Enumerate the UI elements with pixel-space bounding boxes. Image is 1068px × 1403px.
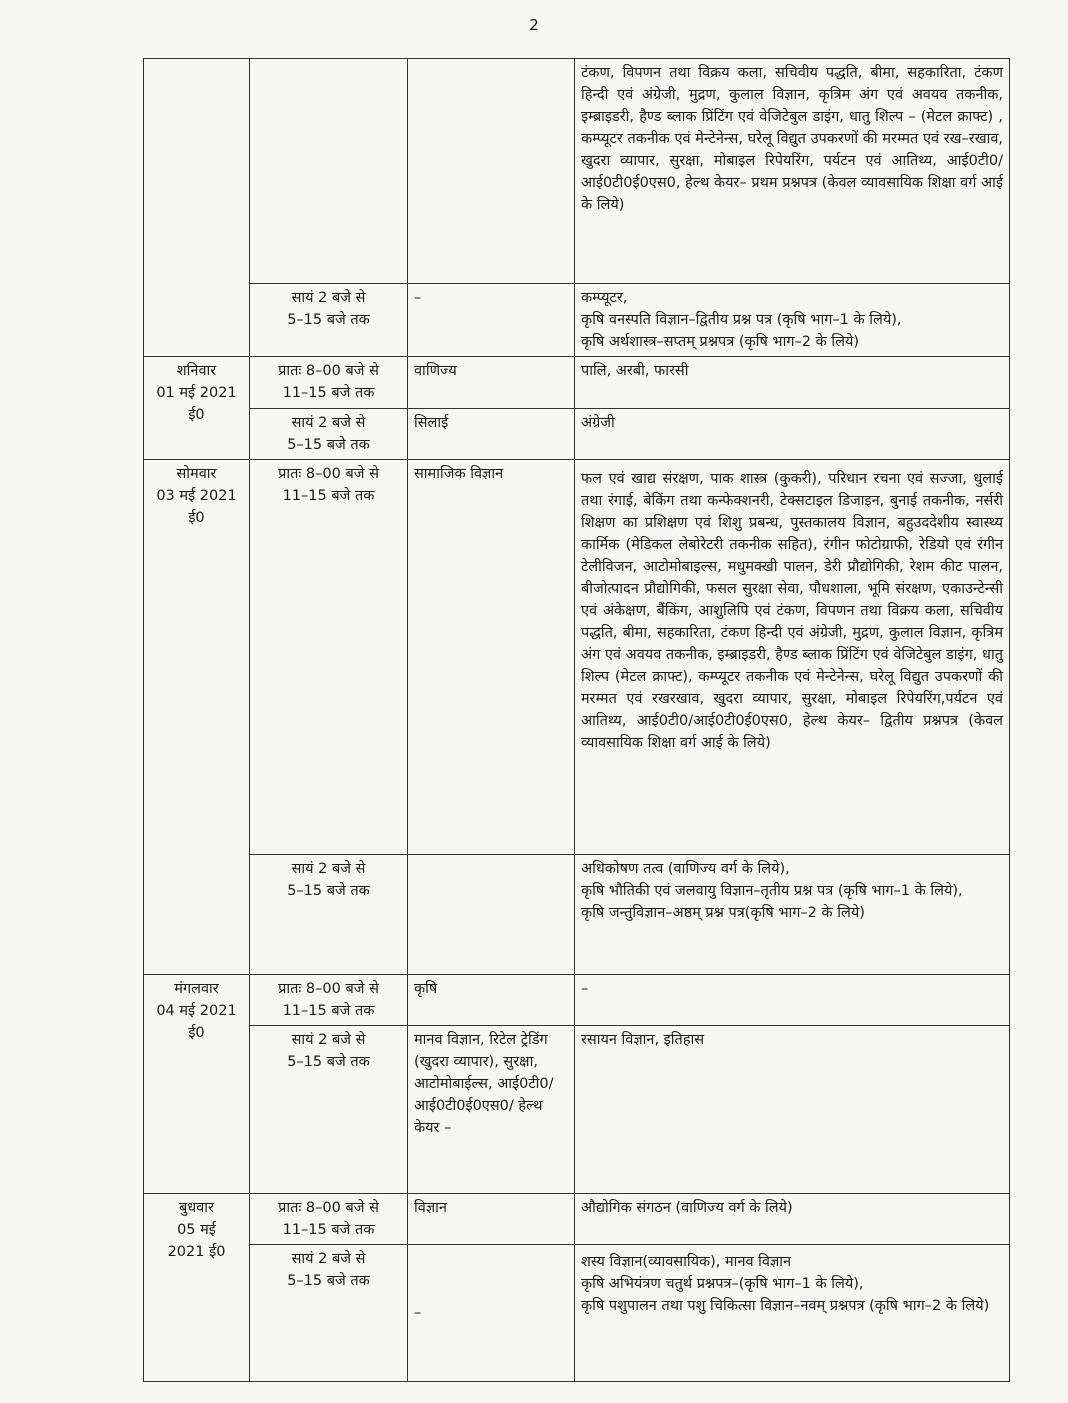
table-row	[144, 357, 1010, 409]
subject-cell	[575, 357, 1010, 409]
page-number: 2	[529, 16, 539, 34]
table-row	[144, 409, 1010, 460]
subject-text: शस्य विज्ञान(व्यावसायिक), मानव विज्ञान	[581, 1254, 792, 1270]
subject-text: सामाजिक विज्ञान	[414, 466, 504, 482]
time-text: 5–15 बजे तक	[287, 1054, 370, 1070]
subject-text: कृषि वनस्पति विज्ञान–द्वितीय प्रश्न पत्र (कृषि भाग–1 के लिये),	[581, 312, 902, 328]
time-cell	[250, 1245, 408, 1382]
date-text: ई0	[188, 407, 205, 423]
time-text: सायं 2 बजे से	[291, 861, 366, 877]
subject-cell	[575, 409, 1010, 460]
time-cell	[250, 855, 408, 975]
subject-cell	[408, 855, 575, 975]
day-cell	[144, 975, 250, 1194]
table-row	[144, 284, 1010, 357]
time-text: सायं 2 बजे से	[291, 1251, 366, 1267]
subject-text: कृषि पशुपालन तथा पशु चिकित्सा विज्ञान–नवम् प्रश्नपत्र (कृषि भाग–2 के लिये)	[581, 1298, 990, 1314]
subject-text: कृषि	[414, 981, 438, 997]
subject-cell	[575, 284, 1010, 357]
time-text: 11–15 बजे तक	[282, 1003, 375, 1019]
time-cell	[250, 975, 408, 1026]
time-text: प्रातः 8–00 बजे से	[278, 1200, 379, 1216]
subject-text: फल एवं खाद्य संरक्षण, पाक शास्त्र (कुकरी), परिधान रचना एवं सज्जा, धुलाई तथा रंगाई, बेकिंग तथा कन्फेक्शनरी, टेक्सटाइल डिजाइन, बुनाई तकनीक, नर्सरी शिक्षण का प्रशिक्षण एवं शिशु प्रबन्ध, पुस्तकालय विज्ञान, बहुउददेशीय स्वास्थ्य कार्मिक (मेडिकल लेबोरेटरी तकनीक सहित), रंगीन फोटोग्राफी, रेडियो एवं रंगीन टेलीविजन, आटोमोबाइल्स, मधुमक्खी पालन, डेरी प्रौद्योगिकी, रेशम कीट पालन, बीजोत्पादन प्रौद्योगिकी, फसल सुरक्षा सेवा, पौधशाला, भूमि संरक्षण, एकाउन्टेन्सी एवं अंकेक्षण, बैंकिंग, आशुलिपि एवं टंकण, विपणन तथा विक्रय कला, सचिवीय पद्धति, बीमा, सहकारिता, टंकण हिन्दी एवं अंग्रेजी, मुद्रण, कुलाल विज्ञान, कृत्रिम अंग एवं अवयव तकनीक, इम्ब्राइडरी, हैण्ड ब्लाक प्रिंटिंग एवं वेजिटेबुल डाइंग, धातु शिल्प (मेटल क्राफ्ट), कम्प्यूटर तकनीक एवं मेन्टेनेन्स, घरेलू विद्युत उपकरणों की मरम्मत एवं रखरखाव, खुदरा व्यापार, सुरक्षा, मोबाइल रिपेयरिंग,पर्यटन एवं आतिथ्य, आई0टी0/आई0टी0ई0एस0, हेल्थ केयर– द्वितीय प्रश्नपत्र (केवल व्यावसायिक शिक्षा वर्ग आई के लिये)	[581, 471, 1003, 751]
time-text: 11–15 बजे तक	[282, 1222, 375, 1238]
subject-text: कृषि अर्थशास्त्र–सप्तम् प्रश्नपत्र (कृषि भाग–2 के लिये)	[581, 334, 860, 350]
subject-cell	[408, 409, 575, 460]
subject-text: –	[581, 981, 589, 997]
time-cell	[250, 460, 408, 855]
day-text: मंगलवार	[174, 981, 219, 997]
date-text: 01 मई 2021	[156, 385, 237, 401]
table-row	[144, 460, 1010, 855]
table-row	[144, 1245, 1010, 1382]
time-text: 5–15 बजे तक	[287, 437, 370, 453]
time-cell	[250, 59, 408, 284]
subject-text: रसायन विज्ञान, इतिहास	[581, 1032, 705, 1048]
date-text: ई0	[188, 510, 205, 526]
table-row	[144, 855, 1010, 975]
subject-cell	[408, 1194, 575, 1245]
table-row	[144, 1026, 1010, 1194]
date-text: 03 मई 2021	[156, 488, 237, 504]
time-text: 5–15 बजे तक	[287, 883, 370, 899]
subject-text: कृषि भौतिकी एवं जलवायु विज्ञान–तृतीय प्रश्न पत्र (कृषि भाग–1 के लिये),	[581, 883, 963, 899]
day-cell	[144, 460, 250, 975]
day-text: सोमवार	[176, 466, 217, 482]
time-text: 11–15 बजे तक	[282, 385, 375, 401]
date-text: 05 मई	[177, 1222, 216, 1238]
subject-cell	[575, 1026, 1010, 1194]
day-cell	[144, 1194, 250, 1382]
subject-cell	[575, 59, 1010, 284]
subject-text: अंग्रेजी	[581, 415, 615, 431]
subject-text: मानव विज्ञान, रिटेल ट्रेडिंग (खुदरा व्यापार), सुरक्षा, आटोमोबाईल्स, आई0टी0/ आई0टी0ई0एस0/ हेल्थ केयर –	[414, 1032, 554, 1136]
subject-cell	[408, 59, 575, 284]
subject-cell	[575, 1245, 1010, 1382]
time-cell	[250, 357, 408, 409]
subject-cell	[575, 460, 1010, 855]
date-text: 2021 ई0	[167, 1244, 226, 1260]
subject-cell	[408, 284, 575, 357]
table-row	[144, 1194, 1010, 1245]
time-text: सायं 2 बजे से	[291, 290, 366, 306]
day-cell	[144, 357, 250, 460]
subject-cell	[575, 855, 1010, 975]
subject-text: अधिकोषण तत्व (वाणिज्य वर्ग के लिये),	[581, 861, 790, 877]
subject-cell	[575, 975, 1010, 1026]
time-text: सायं 2 बजे से	[291, 1032, 366, 1048]
time-cell	[250, 1194, 408, 1245]
subject-text: –	[414, 1305, 422, 1321]
time-text: 11–15 बजे तक	[282, 488, 375, 504]
time-text: प्रातः 8–00 बजे से	[278, 466, 379, 482]
table-row	[144, 975, 1010, 1026]
time-text: 5–15 बजे तक	[287, 1273, 370, 1289]
subject-cell	[575, 1194, 1010, 1245]
day-text: शनिवार	[176, 363, 217, 379]
exam-schedule-table	[143, 58, 1010, 1382]
subject-text: कम्प्यूटर,	[581, 290, 628, 306]
time-text: 5–15 बजे तक	[287, 312, 370, 328]
subject-text: सिलाई	[414, 415, 449, 431]
time-cell	[250, 1026, 408, 1194]
date-text: 04 मई 2021	[156, 1003, 237, 1019]
subject-text: कृषि अभियंत्रण चतुर्थ प्रश्नपत्र–(कृषि भाग–1 के लिये),	[581, 1276, 864, 1292]
day-text: बुधवार	[179, 1200, 214, 1216]
time-cell	[250, 409, 408, 460]
subject-text: औद्योगिक संगठन (वाणिज्य वर्ग के लिये)	[581, 1200, 793, 1216]
time-text: प्रातः 8–00 बजे से	[278, 363, 379, 379]
subject-cell	[408, 460, 575, 855]
subject-cell	[408, 975, 575, 1026]
subject-cell	[408, 1026, 575, 1194]
date-text: ई0	[188, 1025, 205, 1041]
subject-cell	[408, 1245, 575, 1382]
time-text: सायं 2 बजे से	[291, 415, 366, 431]
day-cell	[144, 59, 250, 357]
subject-text: पालि, अरबी, फारसी	[581, 363, 689, 379]
subject-text: टंकण, विपणन तथा विक्रय कला, सचिवीय पद्धति, बीमा, सहकारिता, टंकण हिन्दी एवं अंग्रेजी, मुद्रण, कुलाल विज्ञान, कृत्रिम अंग एवं अवयव तकनीक, इम्ब्राइडरी, हैण्ड ब्लाक प्रिंटिंग एवं वेजिटेबुल डाइंग, धातु शिल्प – (मेटल क्राफ्ट) , कम्प्यूटर तकनीक एवं मेन्टेनेन्स, घरेलू विद्युत उपकरणों की मरम्मत एवं रख–रखाव, खुदरा व्यापार, सुरक्षा, मोबाइल रिपेयरिंग, पर्यटन एवं आतिथ्य, आई0टी0/आई0टी0ई0एस0, हेल्थ केयर– प्रथम प्रश्नपत्र (केवल व्यावसायिक शिक्षा वर्ग आई के लिये)	[581, 65, 1003, 213]
time-cell	[250, 284, 408, 357]
subject-text: विज्ञान	[414, 1200, 447, 1216]
table-row	[144, 59, 1010, 284]
subject-cell	[408, 357, 575, 409]
subject-text: कृषि जन्तुविज्ञान–अष्ठम् प्रश्न पत्र(कृषि भाग–2 के लिये)	[581, 905, 865, 921]
subject-text: वाणिज्य	[414, 363, 457, 379]
time-text: प्रातः 8–00 बजे से	[278, 981, 379, 997]
subject-text: –	[414, 290, 422, 306]
